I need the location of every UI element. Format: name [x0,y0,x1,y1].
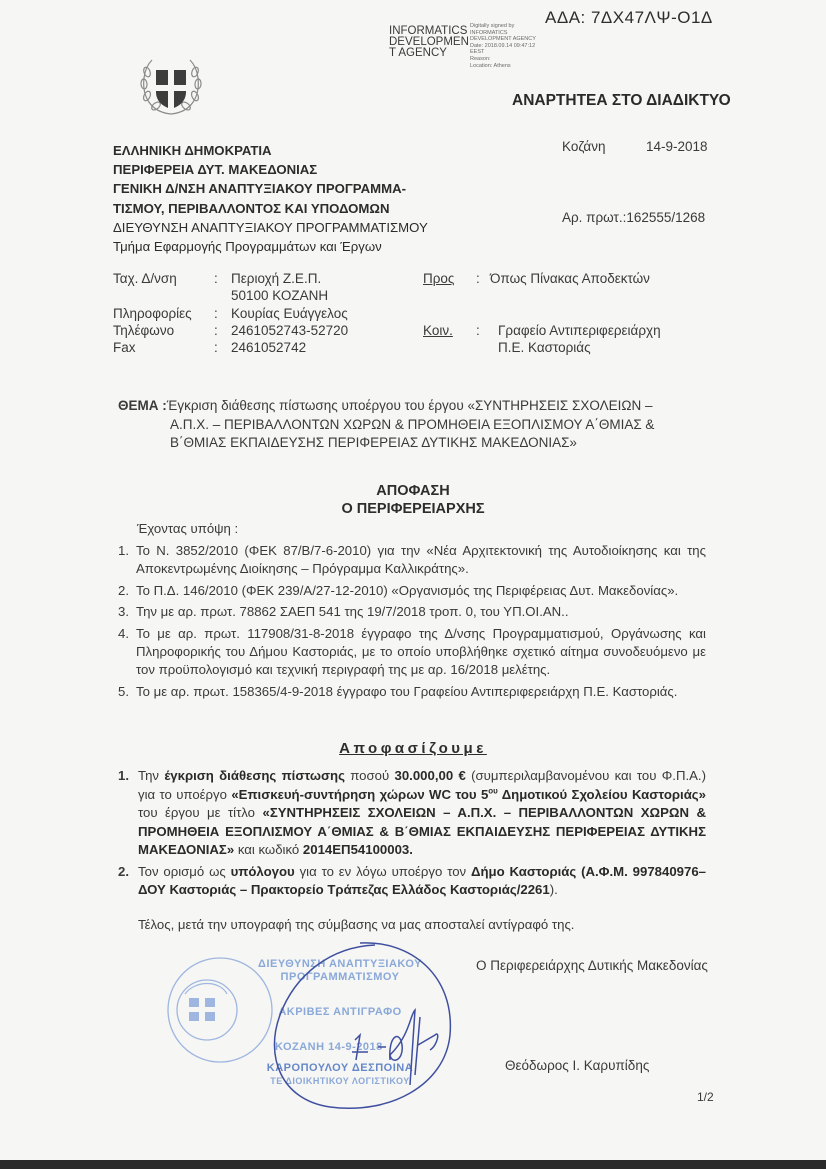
document-date: 14-9-2018 [646,139,708,154]
list-text: Το Ν. 3852/2010 (ΦΕΚ 87/Β/7-6-2010) για την «Νέα Αρχιτεκτονική της Αυτοδιοίκησης και της Αποκεντρωμένης Διοίκησης – Πρόγραμμα Καλλικράτης». [136,543,706,576]
posting-notice: ΑΝΑΡΤΗΤΕΑ ΣΤΟ ΔΙΑΔΙΚΤΥΟ [512,92,731,109]
stamp-line: ΚΑΡΟΠΟΥΛΟΥ ΔΕΣΠΟΙΝΑ [266,1062,414,1074]
colon: : [476,271,480,286]
greek-coat-of-arms-icon [138,52,204,118]
issuer-line: ΤΙΣΜΟΥ, ΠΕΡΙΒΑΛΛΟΝΤΟΣ ΚΑΙ ΥΠΟΔΟΜΩΝ [113,200,390,216]
amount: 30.000,00 € [394,768,466,783]
decision-text: του έργου με τίτλο [138,805,263,820]
list-text: Το με αρ. πρωτ. 117908/31-8-2018 έγγραφο της Δ/νσης Προγραμματισμού, Οργάνωσης και Πληροφορικής του Δήμου Καστοριάς, με το οποίο υποβλήθηκε σχετικό αίτημα συνοδευόμενο με τον προϋπολογισμό και τεχνική περιγραφή της με αρ. 16/2018 μελέτης. [136,626,706,677]
handwritten-signature-icon [260,935,460,1115]
colon: : [214,271,218,286]
subject-line: Β΄ΘΜΙΑΣ ΕΚΠΑΙΔΕΥΣΗΣ ΠΕΡΙΦΕΡΕΙΑΣ ΔΥΤΙΚΗΣ ΜΑΚΕΔΟΝΙΑΣ» [170,435,577,450]
issuer-line: Τμήμα Εφαρμογής Προγραμμάτων και Έργων [113,239,382,255]
address-line: Περιοχή Ζ.Ε.Π. [231,271,322,286]
issuer-line: ΓΕΝΙΚΗ Δ/ΝΣΗ ΑΝΑΠΤΥΞΙΑΚΟΥ ΠΡΟΓΡΑΜΜΑ- [113,181,407,197]
decision-text: (συμπεριλαμβανομένου και του Φ.Π.Α.) για το υποέργο [138,768,706,802]
scan-edge [0,1160,826,1169]
fax-label: Fax [113,340,136,355]
document-place: Κοζάνη [562,139,606,154]
protocol-number: Αρ. πρωτ.:162555/1268 [562,210,706,225]
colon: : [214,340,218,355]
digital-signature-agency [389,26,469,59]
list-number: 1. [118,543,129,558]
signature-meta-line: INFORMATICS [470,29,508,36]
colon: : [476,323,480,338]
subproject-title: «Επισκευή-συντήρηση χώρων WC του 5 [231,786,489,802]
list-item [118,625,706,678]
page-number: 1/2 [697,1090,714,1104]
decision-author: Ο ΠΕΡΙΦΕΡΕΙΑΡΧΗΣ [341,501,485,517]
ordinal-suffix: ου [488,786,498,796]
phone-label: Τηλέφωνο [113,323,175,338]
signature-meta-line: DEVELOPMENT AGENCY [470,36,536,43]
colon: : [214,306,218,321]
closing-text: Τέλος, μετά την υπογραφή της σύμβασης να μας αποσταλεί αντίγραφό της. [138,917,575,932]
signatory-name: Θεόδωρος Ι. Καρυπίδης [505,1058,650,1073]
list-number: 3. [118,604,129,620]
list-text: Το Π.Δ. 146/2010 (ΦΕΚ 239/Α/27-12-2010) «Οργανισμός της Περιφέρειας Δυτ. Μακεδονίας». [136,582,679,598]
signature-meta-line: Location: Athens [470,62,511,69]
phone-value: 2461052743-52720 [231,323,349,338]
project-title: «ΣΥΝΤΗΡΗΣΕΙΣ ΣΧΟΛΕΙΩΝ – Α.Π.Χ. – ΠΕΡΙΒΑΛΛΟΝΤΩΝ ΧΩΡΩΝ & ΠΡΟΜΗΘΕΙΑ ΕΞΟΠΛΙΣΜΟΥ Α΄ΘΜΙΑΣ & Β΄ΘΜΙΑΣ ΕΚΠΑΙΔΕΥΣΗΣ ΠΕΡΙΦΕΡΕΙΑΣ ΔΥΤΙΚΗΣ ΜΑΚΕΔΟΝΙΑΣ» [138,805,706,857]
decision-number: 1. [118,768,129,783]
colon: : [214,323,218,338]
decision-title: ΑΠΟΦΑΣΗ [376,483,450,499]
list-item [118,603,706,621]
issuer-line: ΔΙΕΥΘΥΝΣΗ ΑΝΑΠΤΥΞΙΑΚΟΥ ΠΡΟΓΡΑΜΜΑΤΙΣΜΟΥ [113,219,428,235]
stamp-line: ΚΟΖΑΝΗ 14-9-2018 [275,1041,383,1053]
to-value: Όπως Πίνακας Αποδεκτών [490,271,650,286]
decision-text: Τον ορισμό ως [138,863,231,879]
decision-bold-text: υπόλογου [230,863,295,879]
decision-text: ποσού [344,768,395,783]
subject-line: Έγκριση διάθεσης πίστωσης υποέργου του έργου «ΣΥΝΤΗΡΗΣΕΙΣ ΣΧΟΛΕΙΩΝ – [166,398,653,413]
list-number: 4. [118,626,129,642]
subject-label: ΘΕΜΑ : [118,398,167,413]
signature-agency-line: INFORMATICS [389,25,468,37]
decision-text: Την [138,768,165,783]
accountable-entity: Δήμο Καστοριάς (Α.Φ.Μ. 997840976– ΔΟΥ Καστοριάς – Πρακτορείο Τράπεζας Ελλάδος Καστοριάς/2261 [138,863,707,897]
stamp-line: ΑΚΡΙΒΕΣ ΑΝΤΙΓΡΑΦΟ [278,1006,402,1018]
to-label: Προς [423,271,455,286]
issuer-line: ΠΕΡΙΦΕΡΕΙΑ ΔΥΤ. ΜΑΚΕΔΟΝΙΑΣ [113,162,318,178]
subproject-title: Δημοτικού Σχολείου Καστοριάς» [497,786,706,802]
considering-heading: Έχοντας υπόψη : [137,521,239,536]
stamp-line: ΔΙΕΥΘΥΝΣΗ ΑΝΑΠΤΥΞΙΑΚΟΥ [258,958,422,970]
subject [118,397,728,453]
issuer-line: ΕΛΛΗΝΙΚΗ ΔΗΜΟΚΡΑΤΙΑ [113,143,272,158]
list-item [118,683,706,701]
stamp-line: ΤΕ ΔΙΟΙΚΗΤΙΚΟΥ ΛΟΓΙΣΤΙΚΟΥ [270,1076,410,1086]
decision-bold-text: έγκριση διάθεσης πίστωσης [164,768,345,783]
project-code: 2014ΕΠ54100003. [302,842,413,857]
signature-meta-line: Digitally signed by [470,23,515,29]
list-number: 2. [118,582,129,598]
fax-value: 2461052742 [231,340,307,355]
address-line: 50100 ΚΟΖΑΝΗ [231,288,329,303]
signatory-title: Ο Περιφερειάρχης Δυτικής Μακεδονίας [476,958,708,973]
decision-text: για το εν λόγω υποέργο τον [294,863,472,879]
info-label: Πληροφορίες [113,306,192,321]
signature-meta-line: Date: 2018.09.14 09:47:12 [470,42,536,49]
list-text: Την με αρ. πρωτ. 78862 ΣΑΕΠ 541 της 19/7/2018 τροπ. 0, του ΥΠ.ΟΙ.ΑΝ.. [136,604,569,620]
list-number: 5. [118,683,129,699]
signature-meta-line: EEST [470,49,485,56]
list-text: Το με αρ. πρωτ. 158365/4-9-2018 έγγραφο του Γραφείου Αντιπεριφερειάρχη Π.Ε. Καστοριάς. [136,683,678,699]
list-item [118,582,706,600]
signature-agency-line: DEVELOPMEN [389,36,469,48]
decision-item [118,767,706,860]
we-decide-heading: Αποφασίζουμε [339,740,487,757]
cc-label: Κοιν. [423,323,453,338]
list-item [118,542,706,578]
cc-line: Π.Ε. Καστοριάς [498,340,591,355]
ada-code: ΑΔΑ: 7ΔΧ47ΛΨ-Ο1Δ [545,8,713,27]
signature-meta-line: Reason: [470,55,491,62]
issuer-header [113,141,428,256]
stamp-line: ΠΡΟΓΡΑΜΜΑΤΙΣΜΟΥ [280,971,400,983]
cc-line: Γραφείο Αντιπεριφερειάρχη [498,323,661,338]
decision-text: ). [549,882,558,897]
decision-number: 2. [118,863,129,879]
decision-item [118,863,706,900]
considerations-list [118,542,706,704]
address-label: Ταχ. Δ/νση [113,271,177,286]
info-value: Κουρίας Ευάγγελος [231,306,348,321]
signature-agency-line: T AGENCY [389,47,447,59]
decisions-list [118,767,706,903]
digital-signature-meta [470,23,536,69]
decision-text: και κωδικό [234,842,303,857]
subject-line: Α.Π.Χ. – ΠΕΡΙΒΑΛΛΟΝΤΩΝ ΧΩΡΩΝ & ΠΡΟΜΗΘΕΙΑ ΕΞΟΠΛΙΣΜΟΥ Α΄ΘΜΙΑΣ & [170,416,655,432]
